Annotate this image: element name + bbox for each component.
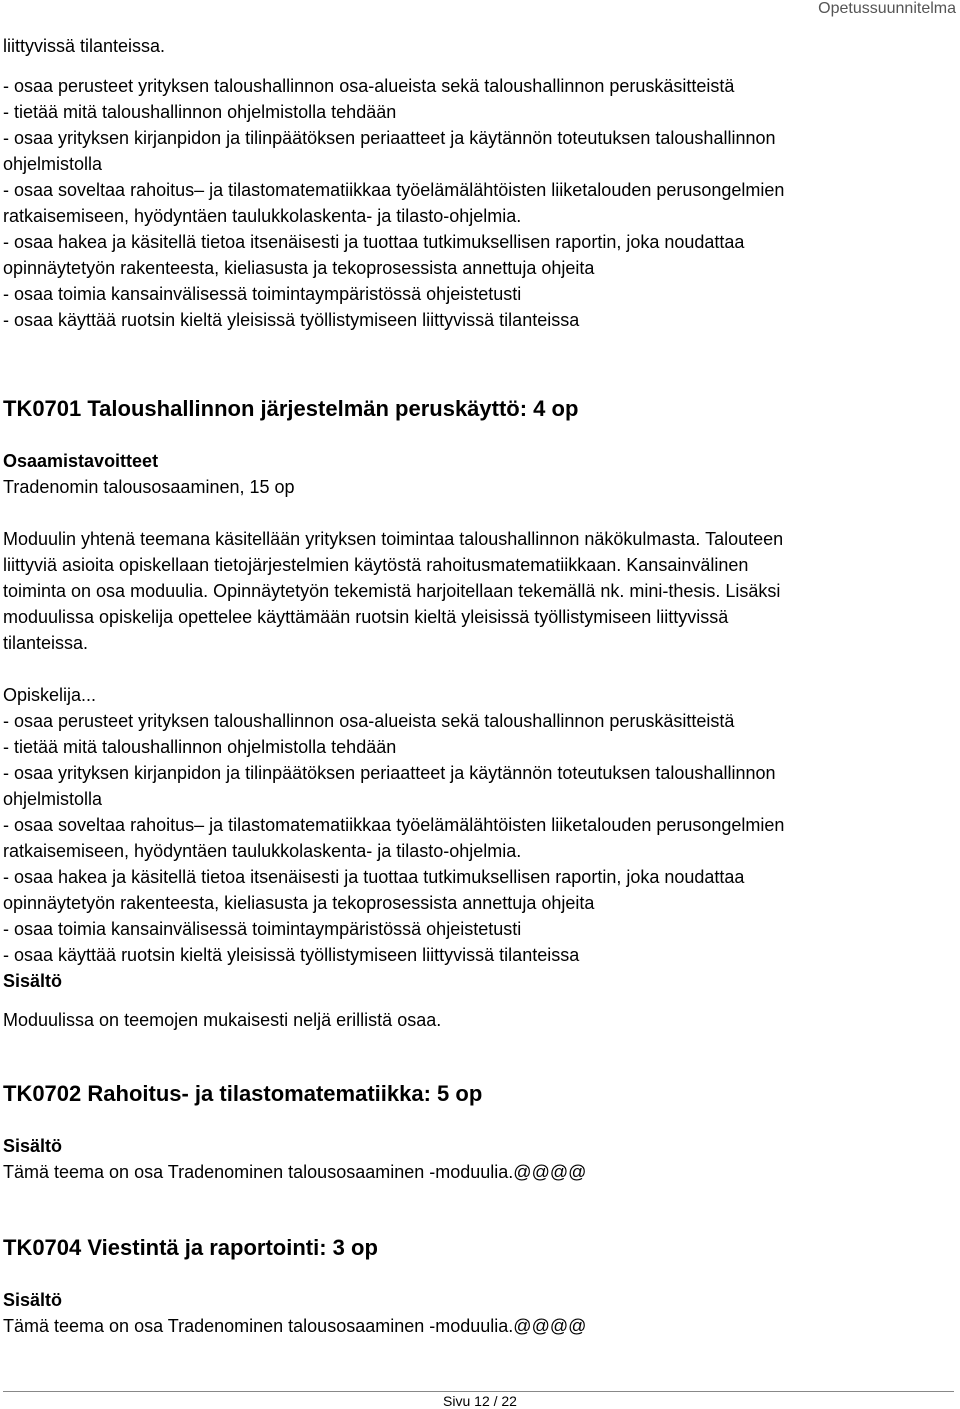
- document-header-label: Opetussuunnitelma: [818, 0, 956, 17]
- text-line: tilanteissa.: [3, 633, 89, 653]
- text-line: - osaa hakea ja käsitellä tietoa itsenäisesti ja tuottaa tutkimuksellisen raportin, joka noudattaa: [3, 232, 745, 252]
- text-line: Opiskelija...: [3, 685, 97, 705]
- sisalto-text-tk0704: [3, 1313, 586, 1339]
- text-line: Moduulissa on teemojen mukaisesti neljä erillistä osaa.: [3, 1010, 442, 1030]
- text-line: - tietää mitä taloushallinnon ohjelmistolla tehdään: [3, 102, 397, 122]
- text-line: Tradenomin talousosaaminen, 15 op: [3, 477, 295, 497]
- text-line: - osaa käyttää ruotsin kieltä yleisissä työllistymiseen liittyvissä tilanteissa: [3, 310, 580, 330]
- text-line: opinnäytetyön rakenteesta, kieliasusta ja tekoprosessista annettuja ohjeita: [3, 258, 595, 278]
- text-line: ohjelmistolla: [3, 154, 103, 174]
- sisalto-text-tk0702: [3, 1159, 586, 1185]
- text-line: - osaa perusteet yrityksen taloushallinnon osa-alueista sekä taloushallinnon peruskäsitteistä: [3, 76, 735, 96]
- text-line: - osaa yrityksen kirjanpidon ja tilinpäätöksen periaatteet ja käytännön toteutuksen taloushallinnon: [3, 128, 776, 148]
- text-line: - osaa hakea ja käsitellä tietoa itsenäisesti ja tuottaa tutkimuksellisen raportin, joka noudattaa: [3, 867, 745, 887]
- spacer: [3, 59, 784, 73]
- text-line: moduulissa opiskelija opettelee käyttämään ruotsin kieltä yleisissä työllistymiseen liittyvissä: [3, 607, 729, 627]
- section-title-tk0704: TK0704 Viestintä ja raportointi: 3 op: [3, 1235, 378, 1260]
- sisalto-label-tk0701: Sisältö: [3, 971, 63, 991]
- text-line: - osaa yrityksen kirjanpidon ja tilinpäätöksen periaatteet ja käytännön toteutuksen taloushallinnon: [3, 763, 776, 783]
- sisalto-text-tk0701: [3, 1007, 441, 1033]
- text-line: opinnäytetyön rakenteesta, kieliasusta ja tekoprosessista annettuja ohjeita: [3, 893, 595, 913]
- osaamistavoitteet-label: Osaamistavoitteet: [3, 451, 159, 471]
- text-line: - osaa käyttää ruotsin kieltä yleisissä työllistymiseen liittyvissä tilanteissa: [3, 945, 580, 965]
- text-line: ohjelmistolla: [3, 789, 103, 809]
- text-line: - osaa toimia kansainvälisessä toimintaympäristössä ohjeistetusti: [3, 919, 522, 939]
- tk0701-description: [3, 526, 783, 656]
- section-title-tk0701: TK0701 Taloushallinnon järjestelmän peruskäyttö: 4 op: [3, 396, 579, 421]
- text-line: ratkaisemiseen, hyödyntäen taulukkolaskenta- ja tilasto-ohjelmia.: [3, 206, 522, 226]
- text-line: Tämä teema on osa Tradenominen talousosaaminen -moduulia.@@@@: [3, 1316, 587, 1336]
- text-line: - tietää mitä taloushallinnon ohjelmistolla tehdään: [3, 737, 397, 757]
- text-line: liittyvissä tilanteissa.: [3, 36, 166, 56]
- text-line: liittyviä asioita opiskellaan tietojärjestelmien käytöstä rahoitusmatematiikkaan. Kansainvälinen: [3, 555, 749, 575]
- tk0701-opiskelija: [3, 682, 784, 968]
- sisalto-label-tk0704: Sisältö: [3, 1290, 63, 1310]
- tradenomin-line: [3, 474, 295, 500]
- section-title-tk0702: TK0702 Rahoitus- ja tilastomatematiikka: 5 op: [3, 1081, 483, 1106]
- top-block: [3, 33, 784, 333]
- text-line: - osaa soveltaa rahoitus– ja tilastomatematiikkaa työelämälähtöisten liiketalouden perusongelmien: [3, 180, 785, 200]
- text-line: toiminta on osa moduulia. Opinnäytetyön tekemistä harjoitellaan tekemällä nk. mini-thesis. Lisäksi: [3, 581, 781, 601]
- text-line: Tämä teema on osa Tradenominen talousosaaminen -moduulia.@@@@: [3, 1162, 587, 1182]
- text-line: - osaa soveltaa rahoitus– ja tilastomatematiikkaa työelämälähtöisten liiketalouden perusongelmien: [3, 815, 785, 835]
- text-line: - osaa toimia kansainvälisessä toimintaympäristössä ohjeistetusti: [3, 284, 522, 304]
- text-line: Moduulin yhtenä teemana käsitellään yrityksen toimintaa taloushallinnon näkökulmasta. Talouteen: [3, 529, 784, 549]
- text-line: ratkaisemiseen, hyödyntäen taulukkolaskenta- ja tilasto-ohjelmia.: [3, 841, 522, 861]
- sisalto-label-tk0702: Sisältö: [3, 1136, 63, 1156]
- text-line: - osaa perusteet yrityksen taloushallinnon osa-alueista sekä taloushallinnon peruskäsitteistä: [3, 711, 735, 731]
- footer-divider: [3, 1391, 954, 1392]
- page-number: Sivu 12 / 22: [443, 1393, 517, 1409]
